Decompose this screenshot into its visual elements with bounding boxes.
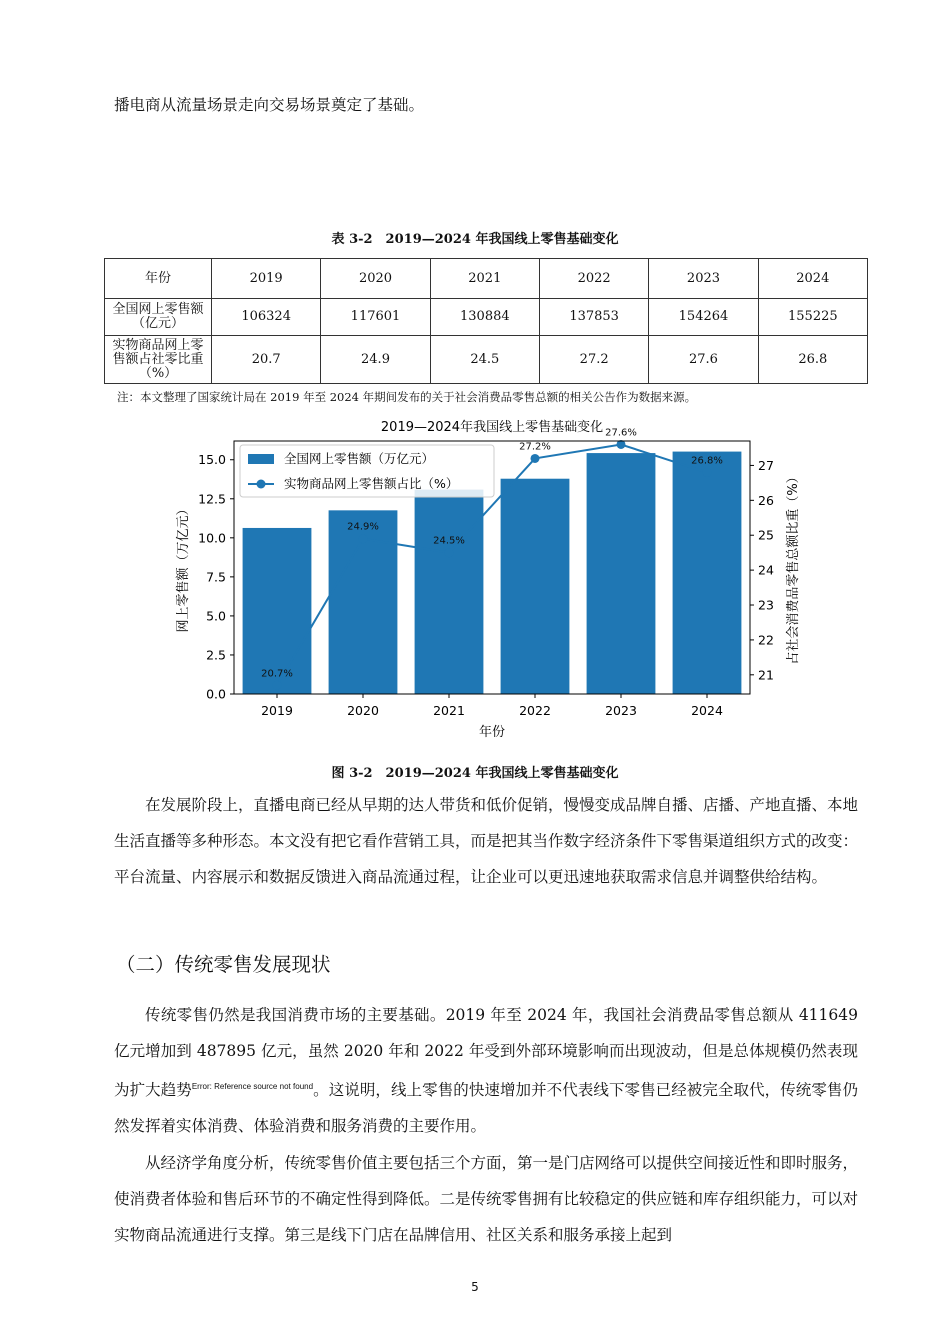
paragraph-traditional-2: 从经济学角度分析，传统零售价值主要包括三个方面，第一是门店网络可以提供空间接近性和即时服务，使消费者体验和售后环节的不确定性得到降低。二是传统零售拥有比较稳定的供应链和库存组织能力，可以对实物商品流通进行支撑。第三是线下门店在品牌信用、社区关系和服务承接上起到 bbox=[114, 1154, 859, 1244]
legend-bar-swatch bbox=[248, 454, 274, 464]
chart-data-label: 24.5% bbox=[433, 535, 465, 547]
y-tick-label: 2.5 bbox=[206, 647, 226, 663]
x-tick-label: 2020 bbox=[347, 703, 379, 718]
y2-tick-label: 22 bbox=[758, 632, 774, 648]
table-cell: 2022 bbox=[539, 259, 648, 299]
paragraph-text: 传统零售仍然是我国消费市场的主要基础。2019 年至 2024 年，我国社会消费品零售总额从 411649 亿元增加到 487895 亿元，虽然 2020 年和 2022 年受到外部环境影响而出现波动，但是总体规模仍然表现为扩大趋势 bbox=[114, 1006, 858, 1099]
table-cell: 年份 bbox=[105, 259, 212, 299]
chart-point bbox=[445, 548, 454, 557]
table-cell: 2019 bbox=[212, 259, 321, 299]
y-tick-label: 12.5 bbox=[198, 491, 226, 507]
table-note: 注：本文整理了国家统计局在 2019 年至 2024 年期间发布的关于社会消费品零售总额的相关公告作为数据来源。 bbox=[117, 390, 697, 404]
y2-tick-label: 26 bbox=[758, 492, 774, 508]
table-cell: 24.5 bbox=[430, 336, 539, 384]
chart-bar bbox=[415, 490, 484, 694]
table-cell: 24.9 bbox=[321, 336, 430, 384]
x-tick-label: 2022 bbox=[519, 703, 551, 718]
y-tick-label: 0.0 bbox=[206, 686, 226, 702]
table-row-label: 实物商品网上零售额占社零比重（%） bbox=[105, 336, 212, 384]
y-tick-label: 15.0 bbox=[198, 452, 226, 468]
table-cell: 26.8 bbox=[758, 336, 867, 384]
y2-tick-label: 27 bbox=[758, 457, 774, 473]
y2-tick-label: 21 bbox=[758, 667, 774, 683]
table-cell: 130884 bbox=[430, 299, 539, 336]
chart-data-label: 27.6% bbox=[605, 427, 637, 439]
table-caption: 表 3-2 2019—2024 年我国线上零售基础变化 bbox=[331, 232, 619, 247]
y2-tick-label: 24 bbox=[758, 562, 774, 578]
table-row bbox=[105, 299, 868, 336]
chart-data-label: 24.9% bbox=[347, 521, 379, 533]
paragraph-livestream: 在发展阶段上，直播电商已经从早期的达人带货和低价促销，慢慢变成品牌自播、店播、产地直播、本地生活直播等多种形态。本文没有把它看作营销工具，而是把其当作数字经济条件下零售渠道组织方式的改变：平台流量、内容展示和数据反馈进入商品流通过程，让企业可以更迅速地获取需求信息并调整供给结构。 bbox=[114, 796, 859, 886]
reference-error-note: Error: Reference source not found bbox=[191, 1082, 314, 1091]
x-tick-label: 2024 bbox=[691, 703, 723, 718]
y-tick-label: 5.0 bbox=[206, 608, 226, 624]
table-cell: 27.6 bbox=[649, 336, 758, 384]
y2-tick-label: 25 bbox=[758, 527, 774, 543]
page-number: 5 bbox=[471, 1280, 479, 1294]
table-cell: 137853 bbox=[539, 299, 648, 336]
table-cell: 20.7 bbox=[212, 336, 321, 384]
paragraph-text: 。这说明，线上零售的快速增加并不代表线下零售已经被完全取代，传统零售仍然发挥着实体消费、体验消费和服务消费的主要作用。 bbox=[114, 1081, 858, 1135]
figure-caption: 图 3-2 2019—2024 年我国线上零售基础变化 bbox=[331, 766, 619, 781]
chart-data-label: 27.2% bbox=[519, 441, 551, 453]
table-cell: 117601 bbox=[321, 299, 430, 336]
x-tick-label: 2019 bbox=[261, 703, 293, 718]
x-tick-label: 2021 bbox=[433, 703, 465, 718]
chart-point bbox=[531, 454, 540, 463]
table-cell: 27.2 bbox=[539, 336, 648, 384]
chart-bar bbox=[673, 452, 742, 694]
table-cell: 2020 bbox=[321, 259, 430, 299]
chart-data-label: 20.7% bbox=[261, 668, 293, 680]
table-cell: 106324 bbox=[212, 299, 321, 336]
y2-tick-label: 23 bbox=[758, 597, 774, 613]
chart-data-label: 26.8% bbox=[691, 455, 723, 467]
table-cell: 2021 bbox=[430, 259, 539, 299]
data-table bbox=[104, 258, 868, 384]
section-heading: （二）传统零售发展现状 bbox=[116, 953, 331, 976]
table-header-row bbox=[105, 259, 868, 299]
chart-point bbox=[359, 534, 368, 543]
x-axis-label: 年份 bbox=[478, 725, 506, 740]
table-cell: 2023 bbox=[649, 259, 758, 299]
y-tick-label: 7.5 bbox=[206, 569, 226, 585]
y-tick-label: 10.0 bbox=[198, 530, 226, 546]
table-cell: 154264 bbox=[649, 299, 758, 336]
legend-marker bbox=[257, 480, 266, 489]
chart-bar bbox=[501, 479, 570, 694]
chart-bar bbox=[587, 453, 656, 694]
chart-point bbox=[703, 468, 712, 477]
legend-label: 实物商品网上零售额占比（%） bbox=[284, 476, 459, 491]
table-row bbox=[105, 336, 868, 384]
chart-title: 2019—2024年我国线上零售基础变化 bbox=[380, 420, 604, 435]
paragraph-traditional-1 bbox=[114, 997, 858, 1144]
legend-label: 全国网上零售额（万亿元） bbox=[284, 451, 435, 466]
x-tick-label: 2023 bbox=[605, 703, 637, 718]
table-cell: 2024 bbox=[758, 259, 867, 299]
paragraph-intro: 播电商从流量场景走向交易场景奠定了基础。 bbox=[114, 96, 425, 114]
combo-chart bbox=[160, 413, 820, 753]
y2-axis-label: 占社会消费品零售总额比重（%） bbox=[786, 470, 801, 665]
chart-point bbox=[273, 681, 282, 690]
table-cell: 155225 bbox=[758, 299, 867, 336]
y-axis-label: 网上零售额（万亿元） bbox=[176, 502, 191, 633]
table-row-label: 全国网上零售额（亿元） bbox=[105, 299, 212, 336]
